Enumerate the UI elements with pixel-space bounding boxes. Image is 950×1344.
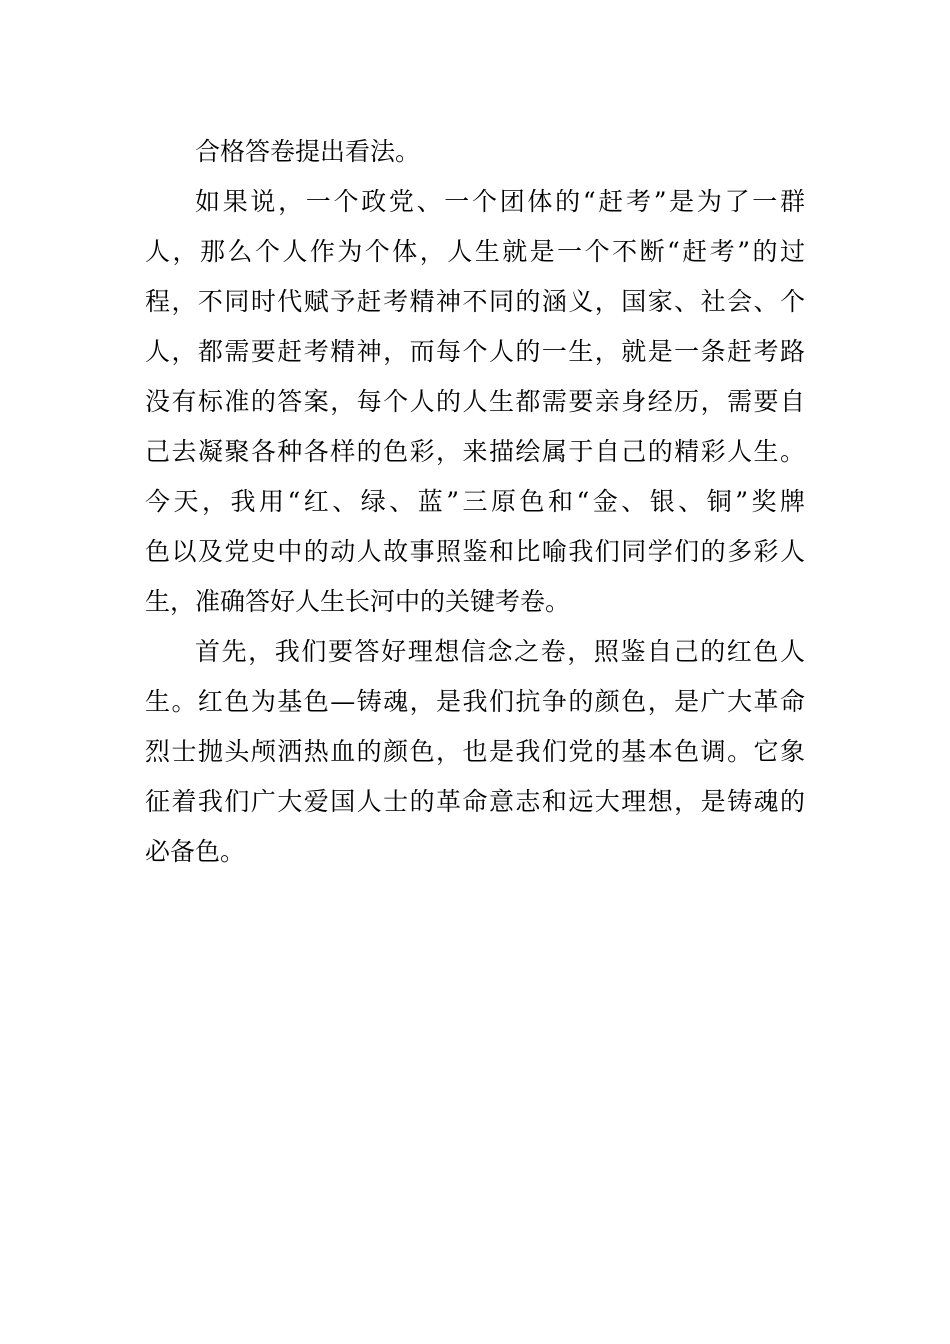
paragraph-2-line-8: 色以及党史中的动人故事照鉴和比喻我们同学们的多彩人 xyxy=(145,537,805,566)
paragraph-2-line-7: 今天，我用“红、绿、蓝”三原色和“金、银、铜”奖牌 xyxy=(145,487,805,516)
paragraph-3-line-4: 征着我们广大爱国人士的革命意志和远大理想，是铸魂的 xyxy=(145,787,805,816)
paragraph-3-line-1: 首先，我们要答好理想信念之卷，照鉴自己的红色人 xyxy=(195,637,805,666)
paragraph-2-line-4: 人，都需要赶考精神，而每个人的一生，就是一条赶考路 xyxy=(145,337,805,366)
paragraph-3-line-3: 烈士抛头颅洒热血的颜色，也是我们党的基本色调。它象 xyxy=(145,737,805,766)
paragraph-3-line-5: 必备色。 xyxy=(145,837,246,866)
paragraph-2-line-2: 人，那么个人作为个体，人生就是一个不断“赶考”的过 xyxy=(145,237,805,266)
paragraph-2-line-1: 如果说，一个政党、一个团体的“赶考”是为了一群 xyxy=(195,187,805,216)
paragraph-2-line-9: 生，准确答好人生长河中的关键考卷。 xyxy=(145,587,571,616)
paragraph-2-line-6: 己去凝聚各种各样的色彩，来描绘属于自己的精彩人生。 xyxy=(145,437,805,466)
paragraph-2-line-3: 程，不同时代赋予赶考精神不同的涵义，国家、社会、个 xyxy=(145,287,805,316)
paragraph-1-line-1: 合格答卷提出看法。 xyxy=(195,137,421,166)
paragraph-3-line-2: 生。红色为基色—铸魂，是我们抗争的颜色，是广大革命 xyxy=(145,687,805,716)
paragraph-2-line-5: 没有标准的答案，每个人的人生都需要亲身经历，需要自 xyxy=(145,387,805,416)
